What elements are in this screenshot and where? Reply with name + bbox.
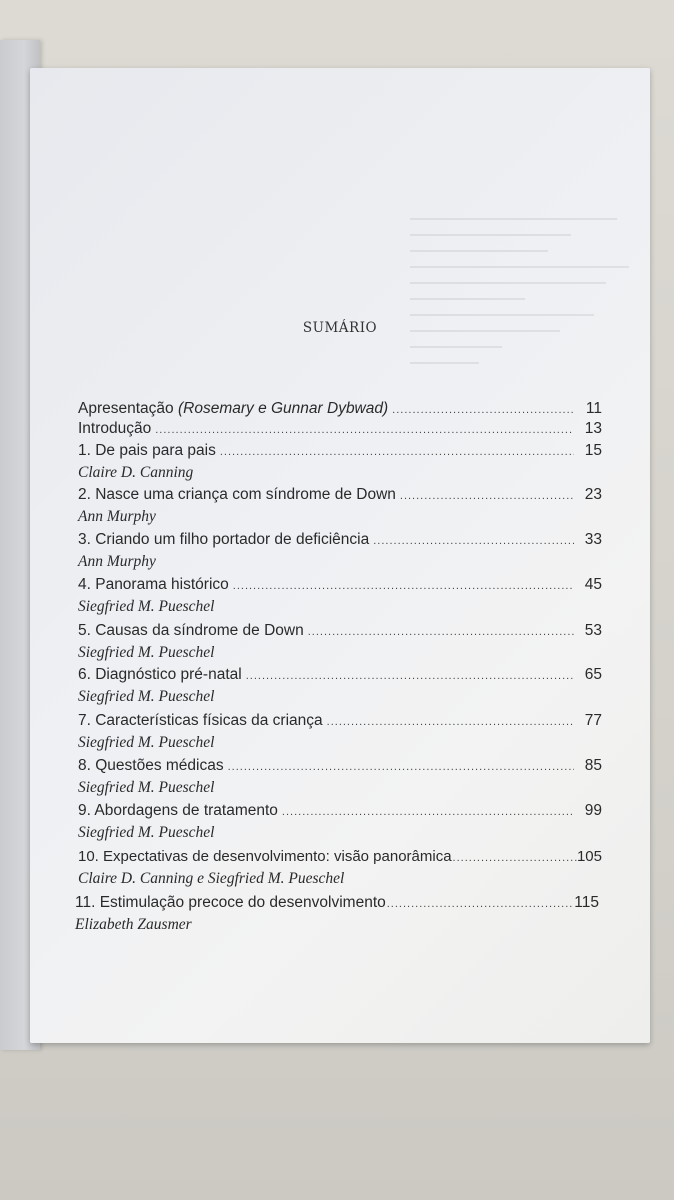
dot-leader	[327, 711, 574, 733]
dot-leader	[387, 893, 573, 915]
dot-leader	[308, 621, 574, 643]
entry-inline-author: (Rosemary e Gunnar Dybwad)	[177, 400, 389, 417]
entry-page: 65	[584, 666, 602, 683]
entry-author: Claire D. Canning e Siegfried M. Pueschel	[78, 870, 345, 887]
toc-entry	[78, 846, 602, 889]
entry-title: 2. Nasce uma criança com síndrome de Down	[78, 486, 396, 503]
entry-author: Siegfried M. Pueschel	[78, 779, 215, 796]
toc-entry	[78, 484, 602, 527]
toc-entry	[78, 574, 602, 617]
entry-page: 105	[576, 848, 602, 865]
entry-page: 15	[584, 442, 602, 459]
entry-author: Claire D. Canning	[78, 464, 194, 481]
entry-title: 3. Criando um filho portador de deficiência	[78, 531, 370, 548]
entry-title: 8. Questões médicas	[78, 757, 224, 774]
entry-page: 115	[574, 894, 599, 911]
entry-author: Siegfried M. Pueschel	[78, 824, 215, 841]
toc-entry	[75, 892, 599, 935]
toc-entry	[78, 620, 602, 663]
entry-title: Apresentação (Rosemary e Gunnar Dybwad)	[78, 400, 389, 417]
dot-leader	[155, 419, 574, 441]
entry-page: 11	[585, 400, 602, 417]
entry-title: 1. De pais para pais	[78, 442, 216, 459]
entry-page: 23	[584, 486, 602, 503]
entry-title: 4. Panorama histórico	[78, 576, 229, 593]
entry-author: Ann Murphy	[78, 553, 156, 570]
entry-page: 13	[584, 420, 602, 437]
entry-title: 7. Características físicas da criança	[78, 712, 323, 729]
entry-author: Siegfried M. Pueschel	[78, 598, 215, 615]
entry-title: 11. Estimulação precoce do desenvolvimento	[75, 894, 386, 911]
dot-leader	[228, 756, 574, 778]
dot-leader	[246, 665, 574, 687]
entry-author: Ann Murphy	[78, 508, 156, 525]
book-page	[30, 68, 650, 1043]
dot-leader	[233, 575, 574, 597]
toc-entry	[78, 529, 602, 572]
entry-author: Siegfried M. Pueschel	[78, 734, 215, 751]
dot-leader	[373, 530, 574, 552]
entry-title: 9. Abordagens de tratamento	[78, 802, 278, 819]
entry-author: Siegfried M. Pueschel	[78, 688, 215, 705]
toc-entry	[78, 800, 602, 843]
entry-author: Siegfried M. Pueschel	[78, 644, 215, 661]
entry-title: 5. Causas da síndrome de Down	[78, 622, 304, 639]
entry-page: 45	[584, 576, 602, 593]
dot-leader	[453, 847, 577, 869]
toc-entry	[78, 664, 602, 707]
entry-title: Introdução	[78, 420, 152, 437]
toc-entry	[78, 418, 602, 441]
entry-page: 99	[584, 802, 602, 819]
dot-leader	[220, 441, 574, 463]
toc-entry	[78, 755, 602, 798]
dot-leader	[282, 801, 574, 823]
entry-page: 33	[584, 531, 602, 548]
entry-author: Elizabeth Zausmer	[75, 916, 192, 933]
dot-leader	[400, 485, 574, 507]
toc-entry	[78, 710, 602, 753]
entry-page: 85	[584, 757, 602, 774]
entry-title: 6. Diagnóstico pré-natal	[78, 666, 242, 683]
page-title: SUMÁRIO	[302, 320, 378, 336]
entry-title: 10. Expectativas de desenvolvimento: visão panorâmica	[78, 848, 452, 865]
entry-page: 53	[584, 622, 602, 639]
toc-entry	[78, 440, 602, 483]
entry-page: 77	[584, 712, 602, 729]
